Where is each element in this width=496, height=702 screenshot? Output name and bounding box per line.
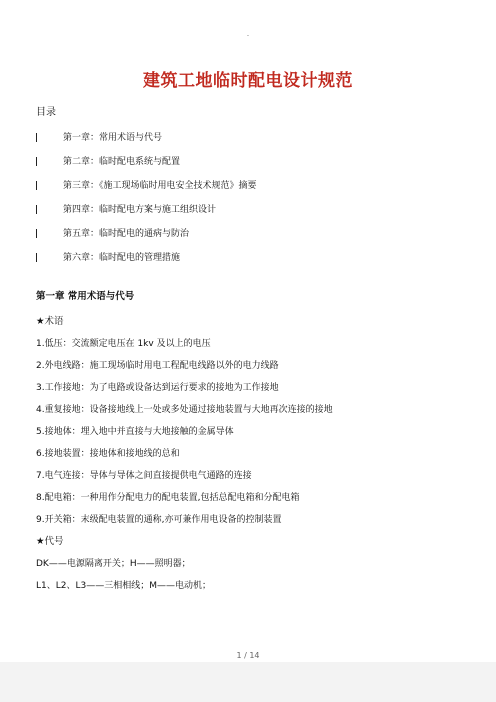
- bullet-icon: [36, 133, 46, 142]
- header-mark: .: [246, 30, 250, 38]
- toc-item-label: 第二章：临时配电系统与配置: [63, 157, 181, 167]
- term-item: 9.开关箱：末级配电装置的通称,亦可兼作用电设备的控制装置: [36, 515, 282, 525]
- code-item: L1、L2、L3——三相相线；M——电动机；: [36, 581, 211, 591]
- toc-item-label: 第一章：常用术语与代号: [63, 133, 163, 143]
- code-item: DK——电源隔离开关；H——照明器；: [36, 559, 191, 569]
- term-item: 8.配电箱：一种用作分配电力的配电装置,包括总配电箱和分配电箱: [36, 493, 300, 503]
- toc-item-label: 第三章：《施工现场临时用电安全技术规范》摘要: [63, 181, 257, 191]
- terms-heading: ★术语: [36, 316, 64, 327]
- toc-item[interactable]: [36, 252, 466, 276]
- term-item: 2.外电线路：施工现场临时用电工程配电线路以外的电力线路: [36, 361, 279, 371]
- document-title: 建筑工地临时配电设计规范: [143, 71, 353, 91]
- bullet-icon: [36, 181, 46, 190]
- chapter-body: [36, 316, 476, 602]
- page-number: 1 / 14: [236, 651, 260, 660]
- toc-item-label: 第四章：临时配电方案与施工组织设计: [63, 205, 217, 215]
- toc-item[interactable]: [36, 228, 466, 252]
- toc-item[interactable]: [36, 156, 466, 180]
- toc-item[interactable]: [36, 204, 466, 228]
- term-item: 7.电气连接：导体与导体之间直接提供电气通路的连接: [36, 471, 252, 481]
- term-item: 1.低压：交流额定电压在 1kv 及以上的电压: [36, 339, 211, 349]
- toc-heading: 目录: [36, 107, 56, 118]
- term-item: 5.接地体：埋入地中并直接与大地接触的金属导体: [36, 427, 234, 437]
- codes-heading: ★代号: [36, 536, 64, 547]
- bullet-icon: [36, 205, 46, 214]
- toc-item-label: 第五章：临时配电的通病与防治: [63, 229, 190, 239]
- chapter-heading: 第一章 常用术语与代号: [36, 291, 135, 302]
- page-footer-strip: [0, 662, 496, 702]
- bullet-icon: [36, 253, 46, 262]
- toc-item-label: 第六章：临时配电的管理措施: [63, 253, 181, 263]
- bullet-icon: [36, 229, 46, 238]
- table-of-contents: [36, 132, 466, 276]
- term-item: 4.重复接地：设备接地线上一处或多处通过接地装置与大地再次连接的接地: [36, 405, 333, 415]
- term-item: 6.接地装置：接地体和接地线的总和: [36, 449, 180, 459]
- bullet-icon: [36, 157, 46, 166]
- toc-item[interactable]: [36, 180, 466, 204]
- toc-item[interactable]: [36, 132, 466, 156]
- term-item: 3.工作接地：为了电路或设备达到运行要求的接地为工作接地: [36, 383, 279, 393]
